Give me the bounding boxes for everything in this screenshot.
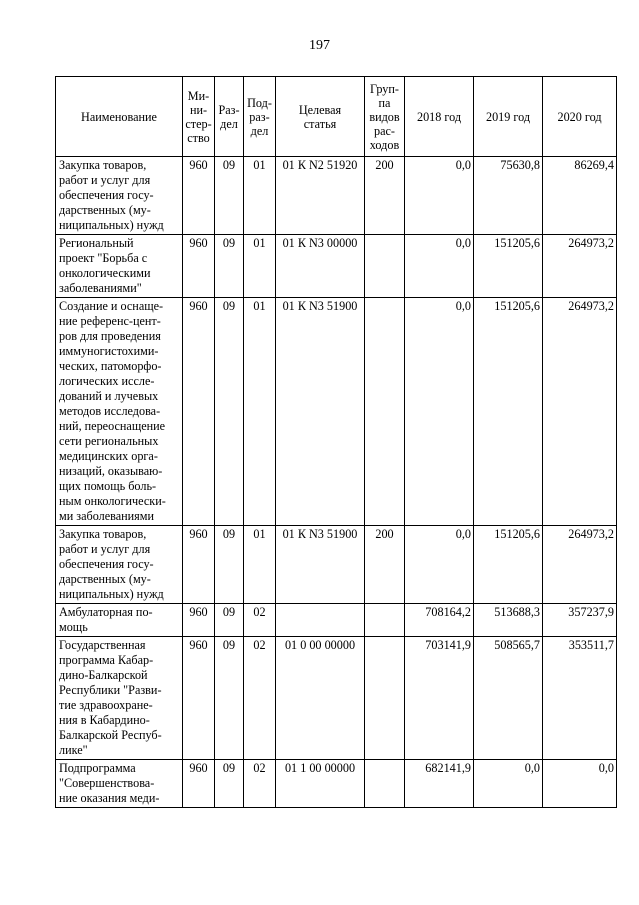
amount-2018-cell: 682141,9 [405, 760, 474, 808]
header-line: Раз- [218, 102, 240, 117]
header-line: ство [187, 130, 210, 145]
expense-group-cell [365, 235, 405, 298]
target-article-cell: 01 К N2 51920 [276, 157, 365, 235]
name-line: сети региональных [59, 434, 159, 448]
target-article-cell: 01 1 00 00000 [276, 760, 365, 808]
name-line: низаций, оказываю- [59, 464, 163, 478]
name-line: логических иссле- [59, 374, 155, 388]
name-line: медицинских орга- [59, 449, 158, 463]
ministry-cell: 960 [183, 235, 215, 298]
name-cell [56, 604, 183, 637]
header-line: стер- [185, 116, 212, 131]
amount-2020-cell: 264973,2 [543, 235, 617, 298]
amount-2020-cell: 264973,2 [543, 298, 617, 526]
header-line: Груп- [370, 81, 399, 96]
section-cell: 09 [215, 235, 244, 298]
subsection-cell: 02 [244, 604, 276, 637]
header-line: Под- [247, 95, 272, 110]
name-line: щих помощь боль- [59, 479, 157, 493]
header-line: дел [250, 123, 269, 138]
subsection-cell: 01 [244, 298, 276, 526]
name-cell [56, 760, 183, 808]
header-name [56, 77, 183, 157]
name-line: Закупка товаров, [59, 158, 147, 172]
name-line: Создание и оснаще- [59, 299, 164, 313]
expense-group-cell [365, 604, 405, 637]
ministry-cell: 960 [183, 526, 215, 604]
amount-2018-cell: 708164,2 [405, 604, 474, 637]
name-line: заболеваниями" [59, 281, 142, 295]
header-2018 [405, 77, 474, 157]
header-line: видов [369, 109, 400, 124]
header-line: па [378, 95, 391, 110]
table-row [56, 526, 617, 604]
target-article-cell: 01 К N3 51900 [276, 298, 365, 526]
name-line: Амбулаторная по- [59, 605, 153, 619]
amount-2020-cell: 353511,7 [543, 637, 617, 760]
header-subsection [244, 77, 276, 157]
name-line: ным онкологически- [59, 494, 166, 508]
name-cell [56, 526, 183, 604]
name-line: программа Кабар- [59, 653, 154, 667]
name-line: ми заболеваниями [59, 509, 155, 523]
name-cell [56, 157, 183, 235]
ministry-cell: 960 [183, 637, 215, 760]
target-article-cell [276, 604, 365, 637]
name-line: дований и лучевых [59, 389, 159, 403]
target-article-cell: 01 К N3 00000 [276, 235, 365, 298]
expense-group-cell [365, 760, 405, 808]
amount-2019-cell: 151205,6 [474, 298, 543, 526]
target-article-cell: 01 0 00 00000 [276, 637, 365, 760]
table-row [56, 637, 617, 760]
name-line: "Совершенствова- [59, 776, 155, 790]
expense-group-cell: 200 [365, 526, 405, 604]
amount-2018-cell: 703141,9 [405, 637, 474, 760]
table-row [56, 235, 617, 298]
name-line: Балкарской Респуб- [59, 728, 162, 742]
header-section [215, 77, 244, 157]
subsection-cell: 01 [244, 235, 276, 298]
section-cell: 09 [215, 760, 244, 808]
name-line: Закупка товаров, [59, 527, 147, 541]
section-cell: 09 [215, 298, 244, 526]
subsection-cell: 02 [244, 637, 276, 760]
header-row [56, 77, 617, 157]
name-line: ние референс-цент- [59, 314, 161, 328]
name-line: дарственных (му- [59, 572, 151, 586]
expense-group-cell [365, 637, 405, 760]
ministry-cell: 960 [183, 157, 215, 235]
ministry-cell: 960 [183, 298, 215, 526]
page-number: 197 [309, 38, 330, 53]
name-line: мощь [59, 620, 88, 634]
name-line: работ и услуг для [59, 173, 151, 187]
name-line: Подпрограмма [59, 761, 136, 775]
header-line: дел [220, 116, 238, 131]
header-line: Ми- [187, 88, 210, 103]
name-line: ний, переоснащение [59, 419, 166, 433]
name-line: Государственная [59, 638, 146, 652]
subsection-cell: 01 [244, 526, 276, 604]
name-line: работ и услуг для [59, 542, 151, 556]
header-line: 2019 год [485, 109, 531, 124]
name-line: иммуногистохими- [59, 344, 159, 358]
ministry-cell: 960 [183, 604, 215, 637]
name-line: тие здравоохране- [59, 698, 153, 712]
name-cell [56, 235, 183, 298]
name-line: ния в Кабардино- [59, 713, 150, 727]
section-cell: 09 [215, 526, 244, 604]
name-line: онкологическими [59, 266, 151, 280]
header-2019 [474, 77, 543, 157]
name-line: обеспечения госу- [59, 188, 154, 202]
name-line: ниципальных) нужд [59, 587, 164, 601]
header-line: статья [303, 116, 337, 131]
name-cell [56, 637, 183, 760]
name-line: дарственных (му- [59, 203, 151, 217]
name-line: ческих, патоморфо- [59, 359, 162, 373]
amount-2020-cell: 0,0 [543, 760, 617, 808]
amount-2018-cell: 0,0 [405, 526, 474, 604]
amount-2019-cell: 508565,7 [474, 637, 543, 760]
amount-2019-cell: 151205,6 [474, 526, 543, 604]
section-cell: 09 [215, 157, 244, 235]
ministry-cell: 960 [183, 760, 215, 808]
section-cell: 09 [215, 604, 244, 637]
budget-table [55, 76, 617, 808]
header-line: Наименование [81, 109, 157, 124]
amount-2020-cell: 86269,4 [543, 157, 617, 235]
amount-2020-cell: 357237,9 [543, 604, 617, 637]
name-line: обеспечения госу- [59, 557, 154, 571]
header-ministry [183, 77, 215, 157]
name-line: ров для проведения [59, 329, 161, 343]
name-line: Республики "Разви- [59, 683, 162, 697]
header-2020 [543, 77, 617, 157]
header-line: 2018 год [416, 109, 462, 124]
header-target [276, 77, 365, 157]
name-cell [56, 298, 183, 526]
name-line: лике" [59, 743, 88, 757]
amount-2018-cell: 0,0 [405, 235, 474, 298]
header-group [365, 77, 405, 157]
name-line: ние оказания меди- [59, 791, 160, 805]
amount-2018-cell: 0,0 [405, 298, 474, 526]
name-line: методов исследова- [59, 404, 161, 418]
amount-2019-cell: 513688,3 [474, 604, 543, 637]
name-line: дино-Балкарской [59, 668, 148, 682]
amount-2018-cell: 0,0 [405, 157, 474, 235]
amount-2019-cell: 151205,6 [474, 235, 543, 298]
amount-2019-cell: 0,0 [474, 760, 543, 808]
table-row [56, 604, 617, 637]
amount-2019-cell: 75630,8 [474, 157, 543, 235]
name-line: проект "Борьба с [59, 251, 148, 265]
header-line: ходов [369, 137, 400, 152]
amount-2020-cell: 264973,2 [543, 526, 617, 604]
target-article-cell: 01 К N3 51900 [276, 526, 365, 604]
section-cell: 09 [215, 637, 244, 760]
expense-group-cell: 200 [365, 157, 405, 235]
table-row [56, 157, 617, 235]
header-line: раз- [249, 109, 270, 124]
expense-group-cell [365, 298, 405, 526]
header-line: Целевая [298, 102, 342, 117]
header-line: ни- [189, 102, 208, 117]
name-line: ниципальных) нужд [59, 218, 164, 232]
name-line: Региональный [59, 236, 134, 250]
subsection-cell: 01 [244, 157, 276, 235]
header-line: 2020 год [557, 109, 602, 124]
header-line: рас- [374, 123, 395, 138]
table-row [56, 760, 617, 808]
table-row [56, 298, 617, 526]
subsection-cell: 02 [244, 760, 276, 808]
